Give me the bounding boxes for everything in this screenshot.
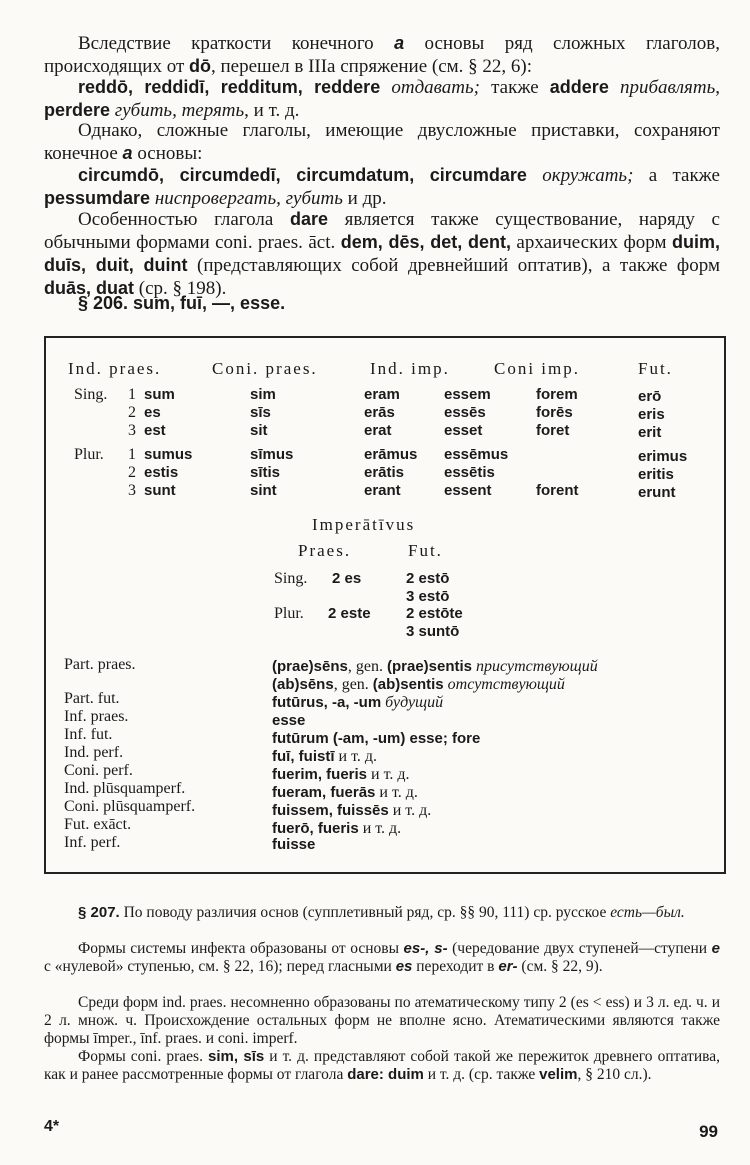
person-2: 2	[128, 404, 136, 421]
form: forem	[536, 386, 578, 403]
person-1: 1	[128, 386, 136, 403]
person-3: 3	[128, 422, 136, 439]
form-value: fuissem, fuissēs и т. д.	[272, 802, 432, 819]
form: sint	[250, 482, 277, 499]
form-label: Coni. plūsquamperf.	[64, 798, 196, 815]
form: estis	[144, 464, 179, 481]
page-number: 99	[699, 1122, 718, 1141]
form: foret	[536, 422, 570, 439]
form: sīs	[250, 404, 271, 421]
sing-label: Sing.	[74, 386, 108, 403]
person-2: 2	[128, 464, 136, 481]
form-label: Inf. fut.	[64, 726, 113, 743]
form-value: futūrum (-am, -um) esse; fore	[272, 730, 481, 747]
header-ind-imp: Ind. imp.	[370, 359, 450, 378]
imperativus-form: 3 estō	[406, 588, 450, 605]
form: erātis	[364, 464, 405, 481]
section-207-para-1: § 207. По поводу различия основ (супплетивный ряд, ср. §§ 90, 111) ср. русское есть—был.	[78, 904, 685, 921]
person-3: 3	[128, 482, 136, 499]
form: erō	[638, 388, 662, 405]
form: eritis	[638, 466, 674, 483]
imperativus-form: 3 suntō	[406, 623, 460, 640]
form: sim	[250, 386, 276, 403]
header-fut: Fut.	[638, 359, 673, 378]
form: erunt	[638, 484, 676, 501]
form-label: Inf. perf.	[64, 834, 121, 851]
form-label: Ind. perf.	[64, 744, 124, 761]
form-label: Coni. perf.	[64, 762, 133, 779]
part-praes-line-1: (prae)sēns, gen. (prae)sentis присутствующий	[272, 658, 598, 675]
section-207-para-4: Формы coni. praes. sim, sīs и т. д. представляют собой такой же пережиток древнего оптатива, как и ранее рассмотренные формы от глагола dare: duim и т. д. (ср. также velim, § 210 сл.).	[44, 1048, 720, 1083]
form: essent	[444, 482, 492, 499]
imperativus-plur-label: Plur.	[274, 605, 304, 622]
form-label: Inf. praes.	[64, 708, 129, 725]
conjugation-table	[44, 336, 726, 874]
form: essēmus	[444, 446, 509, 463]
form-value: fueram, fuerās и т. д.	[272, 784, 418, 801]
part-praes-line-2: (ab)sēns, gen. (ab)sentis отсутствующий	[272, 676, 565, 693]
form: erāmus	[364, 446, 418, 463]
form: essem	[444, 386, 491, 403]
section-207-para-2: Формы системы инфекта образованы от основы es-, s- (чередование двух ступеней—ступени e с «нулевой» ступенью, см. § 22, 16); перед гласными es переходит в er- (см. § 22, 9).	[44, 940, 721, 975]
form: erat	[364, 422, 392, 439]
header-coni-imp: Coni imp.	[494, 359, 581, 378]
form: est	[144, 422, 166, 439]
form-label: Fut. exāct.	[64, 816, 132, 833]
form: sunt	[144, 482, 176, 499]
form: sit	[250, 422, 268, 439]
plur-label: Plur.	[74, 446, 104, 463]
form: forēs	[536, 404, 573, 421]
paragraph-1: Вследствие краткости конечного a основы ряд сложных глаголов, происходящих от dō, перешел в IIIa спряжение (см. § 22, 6):	[44, 33, 720, 77]
form: sītis	[250, 464, 281, 481]
imperativus-form: 2 este	[328, 605, 371, 622]
form: erās	[364, 404, 395, 421]
section-207-para-3: Среди форм ind. praes. несомненно образованы по атематическому типу 2 (es < ess) и 3 л. ед. ч. и 2 л. множ. ч. Происхождение остальных форм не вполне ясно. Атематическими являются также формы īmper., īnf. praes. и coni. imperf.	[44, 994, 720, 1047]
paragraph-5: Особенностью глагола dare является также существование, наряду с обычными формами coni. praes. āct. dem, dēs, det, dent, архаических форм duim, duīs, duit, duint (представляющих собой древнейший оптатив), а также форм duās, duat (ср. § 198).	[44, 209, 721, 299]
imperativus-form: 2 estōte	[406, 605, 463, 622]
person-1: 1	[128, 446, 136, 463]
header-ind-praes: Ind. praes.	[68, 359, 162, 378]
form: forent	[536, 482, 579, 499]
form: erimus	[638, 448, 688, 465]
paragraph-3: Однако, сложные глаголы, имеющие двусложные приставки, сохраняют конечное a основы:	[44, 120, 720, 164]
imperativus-fut-header: Fut.	[408, 541, 443, 560]
imperativus-praes-header: Praes.	[298, 541, 352, 560]
form: sum	[144, 386, 175, 403]
form-value: fuerim, fueris и т. д.	[272, 766, 410, 783]
form: es	[144, 404, 161, 421]
form-value: fuisse	[272, 836, 316, 853]
imperativus-form: 2 estō	[406, 570, 450, 587]
header-coni-praes: Coni. praes.	[212, 359, 318, 378]
form: eram	[364, 386, 400, 403]
section-206-heading: § 206. sum, fuī, —, esse.	[78, 293, 286, 313]
form: essētis	[444, 464, 495, 481]
form-label: Ind. plūsquamperf.	[64, 780, 186, 797]
form: erit	[638, 424, 662, 441]
form-value: fuerō, fueris и т. д.	[272, 820, 402, 837]
imperativus-title: Imperātīvus	[312, 515, 416, 534]
form: eris	[638, 406, 665, 423]
form: erant	[364, 482, 401, 499]
form: esset	[444, 422, 483, 439]
part-praes-label: Part. praes.	[64, 656, 136, 673]
form-value: esse	[272, 712, 306, 729]
form-label: Part. fut.	[64, 690, 120, 707]
form-value: fuī, fuistī и т. д.	[272, 748, 377, 765]
imperativus-form: 2 es	[332, 570, 362, 587]
form: essēs	[444, 404, 486, 421]
signature-mark: 4*	[44, 1118, 60, 1135]
form: sumus	[144, 446, 193, 463]
paragraph-2: reddō, reddidī, redditum, reddere отдавать; также addere прибавлять, perdere губить, терять, и т. д.	[44, 77, 721, 121]
form-value: futūrus, -a, -um будущий	[272, 694, 444, 711]
form: sīmus	[250, 446, 294, 463]
paragraph-4: circumdō, circumdedī, circumdatum, circumdare окружать; а также pessumdare ниспровергать, губить и др.	[44, 165, 720, 209]
imperativus-sing-label: Sing.	[274, 570, 308, 587]
